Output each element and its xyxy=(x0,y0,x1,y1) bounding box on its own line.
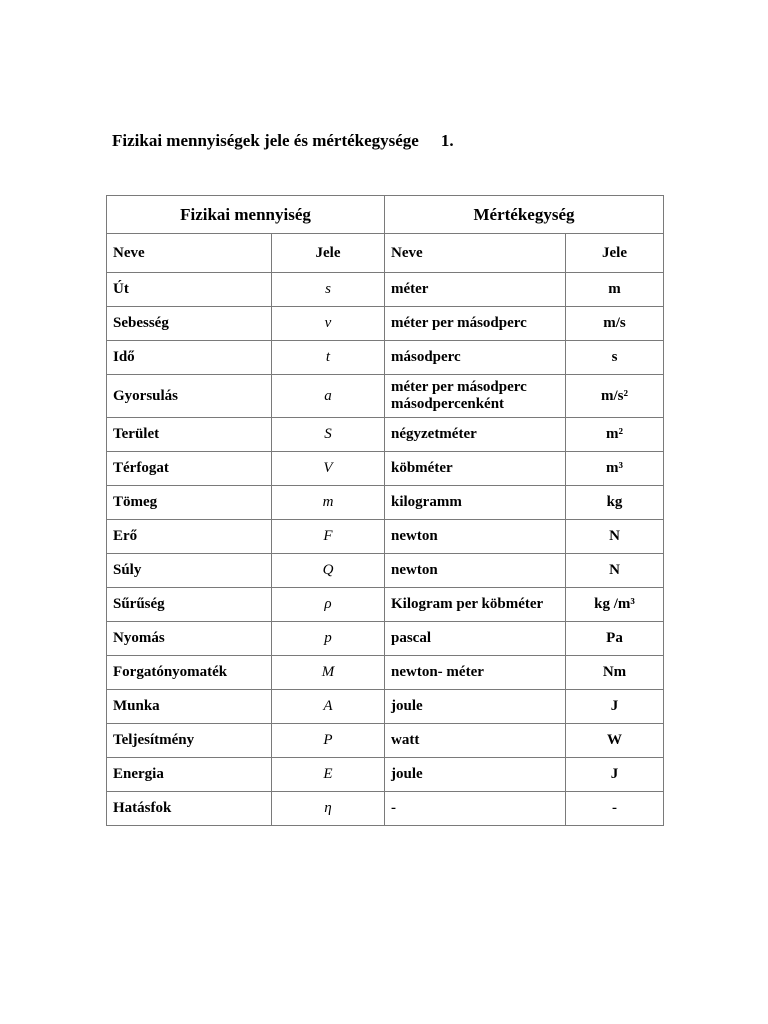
quantity-symbol-cell: V xyxy=(272,452,385,486)
unit-name-cell: joule xyxy=(385,690,566,724)
quantity-name-header: Neve xyxy=(107,234,272,273)
unit-symbol-cell: kg xyxy=(566,486,664,520)
unit-name-cell: joule xyxy=(385,758,566,792)
unit-symbol-cell: N xyxy=(566,520,664,554)
table-row xyxy=(107,554,664,588)
quantity-name-cell: Gyorsulás xyxy=(107,375,272,418)
quantity-name-cell: Térfogat xyxy=(107,452,272,486)
quantity-symbol-cell: v xyxy=(272,307,385,341)
unit-symbol-cell: N xyxy=(566,554,664,588)
quantity-symbol-cell: F xyxy=(272,520,385,554)
table-row xyxy=(107,486,664,520)
unit-symbol-cell: m² xyxy=(566,418,664,452)
sub-header-row xyxy=(107,234,664,273)
table-row xyxy=(107,622,664,656)
table-row xyxy=(107,520,664,554)
unit-name-cell: méter per másodperc xyxy=(385,307,566,341)
quantity-name-cell: Idő xyxy=(107,341,272,375)
group-header-row xyxy=(107,196,664,234)
unit-group-header: Mértékegység xyxy=(385,196,664,234)
quantity-group-header: Fizikai mennyiség xyxy=(107,196,385,234)
quantity-name-cell: Terület xyxy=(107,418,272,452)
unit-name-cell: négyzetméter xyxy=(385,418,566,452)
unit-name-cell: méter per másodperc másodpercenként xyxy=(385,375,566,418)
page-title xyxy=(112,131,454,151)
unit-name-header: Neve xyxy=(385,234,566,273)
table-row xyxy=(107,341,664,375)
unit-symbol-cell: m/s xyxy=(566,307,664,341)
unit-name-cell: newton- méter xyxy=(385,656,566,690)
table-row xyxy=(107,690,664,724)
quantity-symbol-cell: p xyxy=(272,622,385,656)
unit-name-cell: kilogramm xyxy=(385,486,566,520)
unit-name-cell: másodperc xyxy=(385,341,566,375)
unit-symbol-cell: W xyxy=(566,724,664,758)
quantity-name-cell: Hatásfok xyxy=(107,792,272,826)
table-row xyxy=(107,375,664,418)
unit-symbol-cell: J xyxy=(566,758,664,792)
unit-symbol-cell: J xyxy=(566,690,664,724)
unit-symbol-cell: m³ xyxy=(566,452,664,486)
quantity-name-cell: Tömeg xyxy=(107,486,272,520)
unit-name-cell: newton xyxy=(385,520,566,554)
quantity-symbol-cell: m xyxy=(272,486,385,520)
unit-symbol-cell: Pa xyxy=(566,622,664,656)
table-body xyxy=(107,273,664,826)
quantity-symbol-cell: S xyxy=(272,418,385,452)
quantity-symbol-cell: E xyxy=(272,758,385,792)
quantity-symbol-cell: Q xyxy=(272,554,385,588)
unit-symbol-header: Jele xyxy=(566,234,664,273)
quantity-name-cell: Súly xyxy=(107,554,272,588)
unit-symbol-cell: Nm xyxy=(566,656,664,690)
quantity-name-cell: Sűrűség xyxy=(107,588,272,622)
unit-name-cell: köbméter xyxy=(385,452,566,486)
unit-symbol-cell: - xyxy=(566,792,664,826)
unit-name-cell: pascal xyxy=(385,622,566,656)
quantity-symbol-cell: t xyxy=(272,341,385,375)
page-title-text: Fizikai mennyiségek jele és mértékegysége xyxy=(112,131,419,150)
table-row xyxy=(107,792,664,826)
quantity-name-cell: Út xyxy=(107,273,272,307)
table-row xyxy=(107,418,664,452)
unit-symbol-cell: m xyxy=(566,273,664,307)
unit-symbol-cell: m/s² xyxy=(566,375,664,418)
unit-name-cell: méter xyxy=(385,273,566,307)
table-row xyxy=(107,273,664,307)
unit-symbol-cell: s xyxy=(566,341,664,375)
quantity-symbol-cell: M xyxy=(272,656,385,690)
page-title-number: 1. xyxy=(440,131,454,150)
quantity-symbol-cell: A xyxy=(272,690,385,724)
quantity-symbol-header: Jele xyxy=(272,234,385,273)
quantity-name-cell: Munka xyxy=(107,690,272,724)
unit-name-cell: watt xyxy=(385,724,566,758)
table-row xyxy=(107,588,664,622)
unit-name-cell: - xyxy=(385,792,566,826)
unit-name-cell: Kilogram per köbméter xyxy=(385,588,566,622)
quantity-name-cell: Energia xyxy=(107,758,272,792)
table-row xyxy=(107,452,664,486)
quantity-name-cell: Sebesség xyxy=(107,307,272,341)
table-row xyxy=(107,307,664,341)
quantity-name-cell: Teljesítmény xyxy=(107,724,272,758)
quantities-table xyxy=(106,195,664,826)
unit-symbol-cell: kg /m³ xyxy=(566,588,664,622)
quantity-symbol-cell: a xyxy=(272,375,385,418)
table-row xyxy=(107,758,664,792)
quantity-symbol-cell: P xyxy=(272,724,385,758)
quantity-symbol-cell: s xyxy=(272,273,385,307)
unit-name-cell: newton xyxy=(385,554,566,588)
quantity-name-cell: Nyomás xyxy=(107,622,272,656)
quantity-name-cell: Erő xyxy=(107,520,272,554)
table-row xyxy=(107,724,664,758)
quantity-name-cell: Forgatónyomaték xyxy=(107,656,272,690)
quantity-symbol-cell: η xyxy=(272,792,385,826)
quantity-symbol-cell: ρ xyxy=(272,588,385,622)
table-row xyxy=(107,656,664,690)
